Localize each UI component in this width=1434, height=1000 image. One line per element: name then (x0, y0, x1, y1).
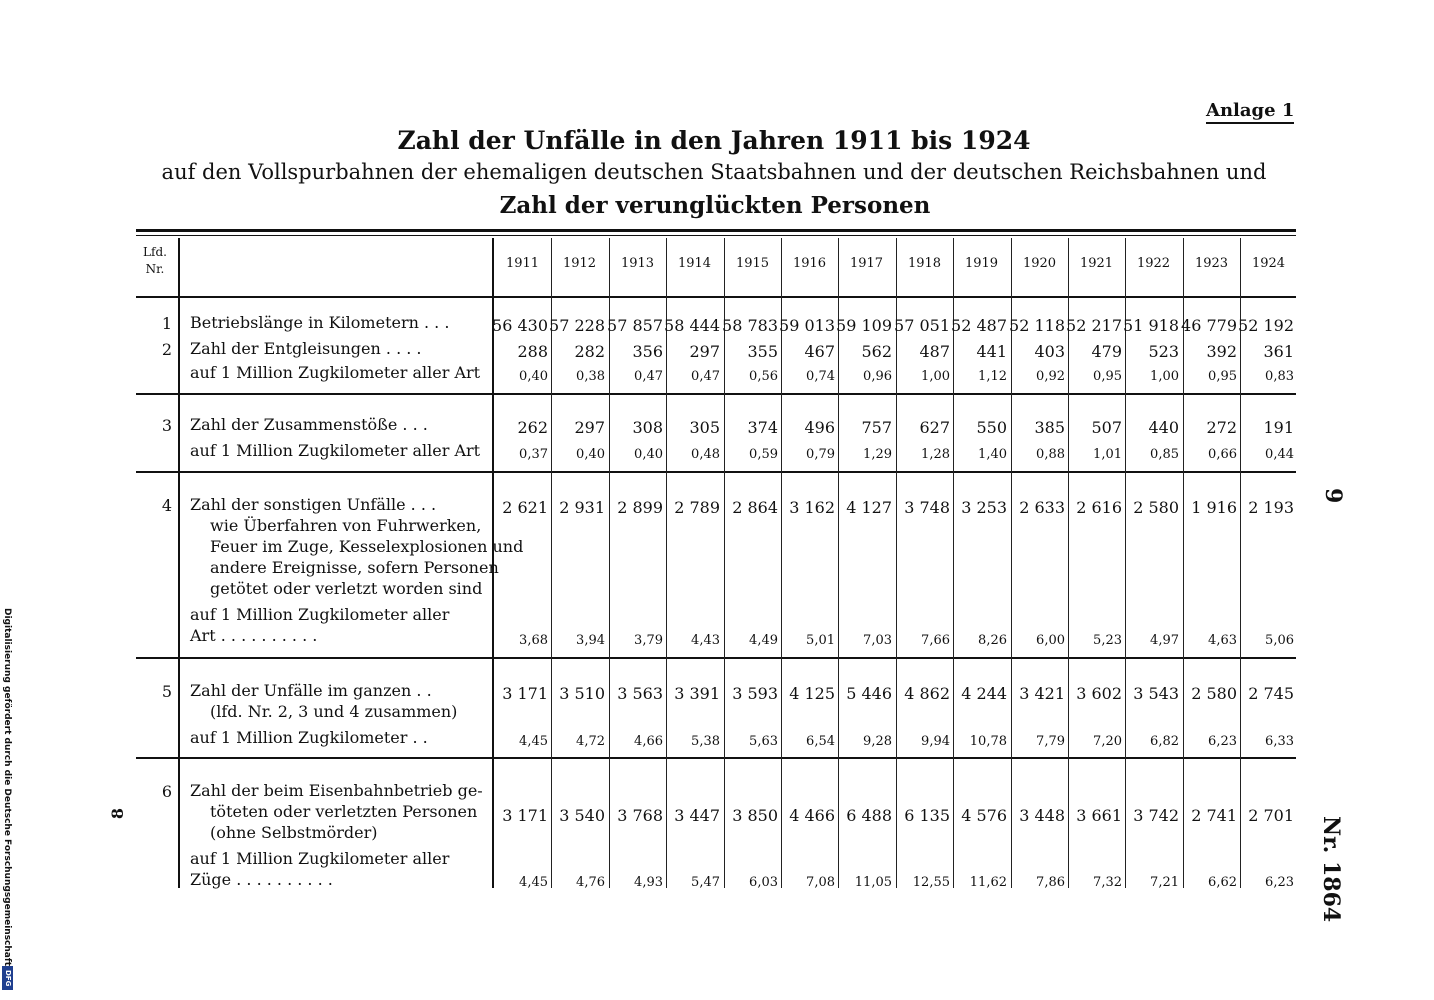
cell-value: 441 (976, 342, 1007, 361)
row-number-4: 4 (161, 496, 172, 515)
cell-value: 2 745 (1248, 684, 1294, 703)
header-bottom-rule (136, 296, 1296, 298)
year-header-1918: 1918 (907, 256, 942, 271)
cell-value: 9,94 (921, 734, 950, 749)
cell-value: 11,62 (969, 875, 1007, 890)
cell-value: 403 (1034, 342, 1065, 361)
cell-value: 0,66 (1208, 447, 1237, 462)
cell-value: 6 488 (846, 806, 892, 825)
column-rule (724, 238, 725, 888)
cell-value: 496 (804, 418, 835, 437)
cell-value: 2 789 (674, 498, 720, 517)
cell-value: 297 (574, 418, 605, 437)
cell-value: 59 013 (779, 316, 835, 335)
cell-value: 3 593 (732, 684, 778, 703)
year-header-1922: 1922 (1136, 256, 1171, 271)
cell-value: 3 748 (904, 498, 950, 517)
cell-value: 2 621 (502, 498, 548, 517)
cell-value: 0,37 (519, 447, 548, 462)
year-header-1917: 1917 (849, 256, 884, 271)
year-header-1916: 1916 (792, 256, 827, 271)
cell-value: 4,45 (519, 734, 548, 749)
cell-value: 0,38 (576, 369, 605, 384)
cell-value: 4 862 (904, 684, 950, 703)
column-rule (551, 238, 552, 888)
page-subtitle (0, 160, 1434, 184)
cell-value: 0,92 (1036, 369, 1065, 384)
row-label-line: Zahl der sonstigen Unfälle . . . (190, 495, 437, 514)
cell-value: 385 (1034, 418, 1065, 437)
column-rule (1240, 238, 1241, 888)
cell-value: 4,63 (1208, 633, 1237, 648)
cell-value: 52 192 (1238, 316, 1294, 335)
year-header-1912: 1912 (562, 256, 597, 271)
cell-value: 0,79 (806, 447, 835, 462)
cell-value: 12,55 (912, 875, 950, 890)
year-header-1921: 1921 (1079, 256, 1114, 271)
cell-value: 5,23 (1093, 633, 1122, 648)
row-label: Zahl der Zusammenstöße . . . (190, 415, 428, 434)
cell-value: 4,43 (691, 633, 720, 648)
row-label-line: wie Überfahren von Fuhrwerken, (210, 516, 482, 535)
cell-value: 7,20 (1093, 734, 1122, 749)
cell-value: 355 (747, 342, 778, 361)
cell-value: 1,28 (921, 447, 950, 462)
cell-value: 467 (804, 342, 835, 361)
row-label-line: auf 1 Million Zugkilometer aller (190, 849, 450, 868)
year-header-1920: 1920 (1022, 256, 1057, 271)
column-rule (609, 238, 610, 888)
margin-credit: Digitalisierung gefördert durch die Deutsche Forschungsgemeinschaft (2, 608, 12, 967)
cell-value: 57 051 (894, 316, 950, 335)
cell-value: 2 616 (1076, 498, 1122, 517)
cell-value: 3,94 (576, 633, 605, 648)
row-label-line: töteten oder verletzten Personen (210, 802, 478, 821)
year-header-1913: 1913 (620, 256, 655, 271)
cell-value: 57 228 (549, 316, 605, 335)
row-label: auf 1 Million Zugkilometer . . (190, 728, 428, 747)
cell-value: 52 487 (951, 316, 1007, 335)
cell-value: 6,54 (806, 734, 835, 749)
cell-value: 3 171 (502, 684, 548, 703)
anlage-label: Anlage 1 (1206, 100, 1294, 124)
cell-value: 2 580 (1133, 498, 1179, 517)
issue-number: Nr. 1864 (1318, 816, 1344, 923)
row-label-line: Art . . . . . . . . . . (190, 626, 318, 645)
cell-value: 2 899 (617, 498, 663, 517)
table-top-rule-2 (136, 235, 1296, 236)
year-header-1911: 1911 (505, 256, 540, 271)
cell-value: 0,40 (519, 369, 548, 384)
section-rule-1 (136, 393, 1296, 395)
cell-value: 0,56 (749, 369, 778, 384)
cell-value: 5 446 (846, 684, 892, 703)
cell-value: 0,48 (691, 447, 720, 462)
cell-value: 2 864 (732, 498, 778, 517)
cell-value: 11,05 (854, 875, 892, 890)
cell-value: 262 (517, 418, 548, 437)
cell-value: 2 193 (1248, 498, 1294, 517)
table-top-rule (136, 229, 1296, 232)
row-label: auf 1 Million Zugkilometer aller Art (190, 441, 481, 460)
cell-value: 3 253 (961, 498, 1007, 517)
cell-value: 51 918 (1123, 316, 1179, 335)
page-subtitle-2 (0, 192, 1434, 219)
cell-value: 2 741 (1191, 806, 1237, 825)
cell-value: 3,68 (519, 633, 548, 648)
cell-value: 6,00 (1036, 633, 1065, 648)
cell-value: 308 (632, 418, 663, 437)
cell-value: 52 217 (1066, 316, 1122, 335)
section-rule-2 (136, 471, 1296, 473)
cell-value: 272 (1206, 418, 1237, 437)
year-header-1915: 1915 (735, 256, 770, 271)
cell-value: 305 (689, 418, 720, 437)
year-header-1919: 1919 (964, 256, 999, 271)
year-header-1914: 1914 (677, 256, 712, 271)
column-rule (953, 238, 954, 888)
cell-value: 361 (1263, 342, 1294, 361)
cell-value: 3 162 (789, 498, 835, 517)
cell-value: 7,79 (1036, 734, 1065, 749)
cell-value: 3 540 (559, 806, 605, 825)
cell-value: 1,01 (1093, 447, 1122, 462)
cell-value: 392 (1206, 342, 1237, 361)
row-label: auf 1 Million Zugkilometer aller Art (190, 363, 481, 382)
row-number-5: 5 (161, 682, 172, 701)
column-rule (1011, 238, 1012, 888)
section-rule-3 (136, 657, 1296, 659)
column-rule (666, 238, 667, 888)
cell-value: 3 742 (1133, 806, 1179, 825)
cell-value: 757 (861, 418, 892, 437)
cell-value: 3 563 (617, 684, 663, 703)
cell-value: 297 (689, 342, 720, 361)
cell-value: 562 (861, 342, 892, 361)
cell-value: 3,79 (634, 633, 663, 648)
cell-value: 627 (919, 418, 950, 437)
dfg-logo: DFG (2, 966, 13, 990)
column-rule (1068, 238, 1069, 888)
cell-value: 59 109 (836, 316, 892, 335)
column-rule (1125, 238, 1126, 888)
cell-value: 7,21 (1150, 875, 1179, 890)
year-header-1924: 1924 (1251, 256, 1286, 271)
section-rule-4 (136, 757, 1296, 759)
cell-value: 3 391 (674, 684, 720, 703)
page-number-left: 8 (108, 808, 127, 820)
cell-value: 4 466 (789, 806, 835, 825)
cell-value: 4 127 (846, 498, 892, 517)
cell-value: 0,40 (634, 447, 663, 462)
row-label-line: getötet oder verletzt worden sind (210, 579, 483, 598)
cell-value: 0,88 (1036, 447, 1065, 462)
row-label-line: andere Ereignisse, sofern Personen (210, 558, 499, 577)
cell-value: 282 (574, 342, 605, 361)
cell-value: 0,74 (806, 369, 835, 384)
cell-value: 3 510 (559, 684, 605, 703)
cell-value: 4,66 (634, 734, 663, 749)
cell-value: 5,06 (1265, 633, 1294, 648)
row-label: Betriebslänge in Kilometern . . . (190, 313, 450, 332)
cell-value: 1,29 (863, 447, 892, 462)
cell-value: 0,47 (691, 369, 720, 384)
column-rule (781, 238, 782, 888)
cell-value: 7,86 (1036, 875, 1065, 890)
row-label-line: Züge . . . . . . . . . . (190, 870, 333, 889)
row-label-line: auf 1 Million Zugkilometer aller (190, 605, 450, 624)
row-label-line: (ohne Selbstmörder) (210, 823, 378, 842)
cell-value: 0,95 (1093, 369, 1122, 384)
cell-value: 7,32 (1093, 875, 1122, 890)
cell-value: 487 (919, 342, 950, 361)
page-subtitle-2-text: Zahl der verunglückten Personen (499, 192, 931, 219)
page-title (0, 126, 1434, 155)
cell-value: 46 779 (1181, 316, 1237, 335)
cell-value: 5,63 (749, 734, 778, 749)
cell-value: 374 (747, 418, 778, 437)
cell-value: 6,03 (749, 875, 778, 890)
row-label: Zahl der Entgleisungen . . . . (190, 339, 422, 358)
cell-value: 550 (976, 418, 1007, 437)
cell-value: 0,59 (749, 447, 778, 462)
cell-value: 0,47 (634, 369, 663, 384)
column-rule (838, 238, 839, 888)
cell-value: 9,28 (863, 734, 892, 749)
cell-value: 0,96 (863, 369, 892, 384)
cell-value: 2 931 (559, 498, 605, 517)
cell-value: 3 661 (1076, 806, 1122, 825)
cell-value: 4 576 (961, 806, 1007, 825)
cell-value: 4,93 (634, 875, 663, 890)
cell-value: 10,78 (969, 734, 1007, 749)
cell-value: 479 (1091, 342, 1122, 361)
cell-value: 3 768 (617, 806, 663, 825)
year-header-1923: 1923 (1194, 256, 1229, 271)
cell-value: 7,08 (806, 875, 835, 890)
cell-value: 3 171 (502, 806, 548, 825)
cell-value: 5,01 (806, 633, 835, 648)
cell-value: 2 633 (1019, 498, 1065, 517)
cell-value: 58 444 (664, 316, 720, 335)
row-number-2: 2 (161, 340, 172, 359)
cell-value: 52 118 (1009, 316, 1065, 335)
cell-value: 1,00 (921, 369, 950, 384)
cell-value: 1,12 (978, 369, 1007, 384)
cell-value: 191 (1263, 418, 1294, 437)
cell-value: 4,72 (576, 734, 605, 749)
cell-value: 6,23 (1208, 734, 1237, 749)
cell-value: 440 (1148, 418, 1179, 437)
cell-value: 6,33 (1265, 734, 1294, 749)
cell-value: 0,85 (1150, 447, 1179, 462)
cell-value: 58 783 (722, 316, 778, 335)
cell-value: 288 (517, 342, 548, 361)
cell-value: 523 (1148, 342, 1179, 361)
row-label-line: Zahl der Unfälle im ganzen . . (190, 681, 432, 700)
cell-value: 3 421 (1019, 684, 1065, 703)
lfd-nr-header: Lfd. Nr. (143, 245, 167, 276)
cell-value: 7,66 (921, 633, 950, 648)
row-label-line: Zahl der beim Eisenbahnbetrieb ge- (190, 781, 483, 800)
cell-value: 3 543 (1133, 684, 1179, 703)
row-number-6: 6 (161, 782, 172, 801)
cell-value: 5,38 (691, 734, 720, 749)
row-number-1: 1 (161, 314, 172, 333)
cell-value: 2 701 (1248, 806, 1294, 825)
cell-value: 0,40 (576, 447, 605, 462)
cell-value: 1,00 (1150, 369, 1179, 384)
cell-value: 3 448 (1019, 806, 1065, 825)
page-number-right: 9 (1320, 488, 1346, 504)
column-rule (1183, 238, 1184, 888)
cell-value: 0,44 (1265, 447, 1294, 462)
row-number-3: 3 (161, 416, 172, 435)
cell-value: 0,83 (1265, 369, 1294, 384)
cell-value: 3 447 (674, 806, 720, 825)
column-rule (896, 238, 897, 888)
cell-value: 4,76 (576, 875, 605, 890)
cell-value: 2 580 (1191, 684, 1237, 703)
cell-value: 1 916 (1191, 498, 1237, 517)
cell-value: 5,47 (691, 875, 720, 890)
cell-value: 4 125 (789, 684, 835, 703)
cell-value: 356 (632, 342, 663, 361)
cell-value: 507 (1091, 418, 1122, 437)
cell-value: 3 602 (1076, 684, 1122, 703)
cell-value: 8,26 (978, 633, 1007, 648)
page-subtitle-text: auf den Vollspurbahnen der ehemaligen deutschen Staatsbahnen und der deutschen Reichsbahnen und (161, 160, 1267, 184)
cell-value: 4,49 (749, 633, 778, 648)
cell-value: 7,03 (863, 633, 892, 648)
cell-value: 1,40 (978, 447, 1007, 462)
row-label-line: (lfd. Nr. 2, 3 und 4 zusammen) (210, 702, 458, 721)
cell-value: 3 850 (732, 806, 778, 825)
cell-value: 0,95 (1208, 369, 1237, 384)
cell-value: 4,45 (519, 875, 548, 890)
column-rule (178, 238, 180, 888)
row-label-line: Feuer im Zuge, Kesselexplosionen und (210, 537, 524, 556)
cell-value: 6,62 (1208, 875, 1237, 890)
cell-value: 4,97 (1150, 633, 1179, 648)
page-title-text: Zahl der Unfälle in den Jahren 1911 bis 1924 (397, 126, 1031, 155)
cell-value: 57 857 (607, 316, 663, 335)
cell-value: 6,82 (1150, 734, 1179, 749)
cell-value: 4 244 (961, 684, 1007, 703)
cell-value: 6 135 (904, 806, 950, 825)
cell-value: 6,23 (1265, 875, 1294, 890)
cell-value: 56 430 (492, 316, 548, 335)
